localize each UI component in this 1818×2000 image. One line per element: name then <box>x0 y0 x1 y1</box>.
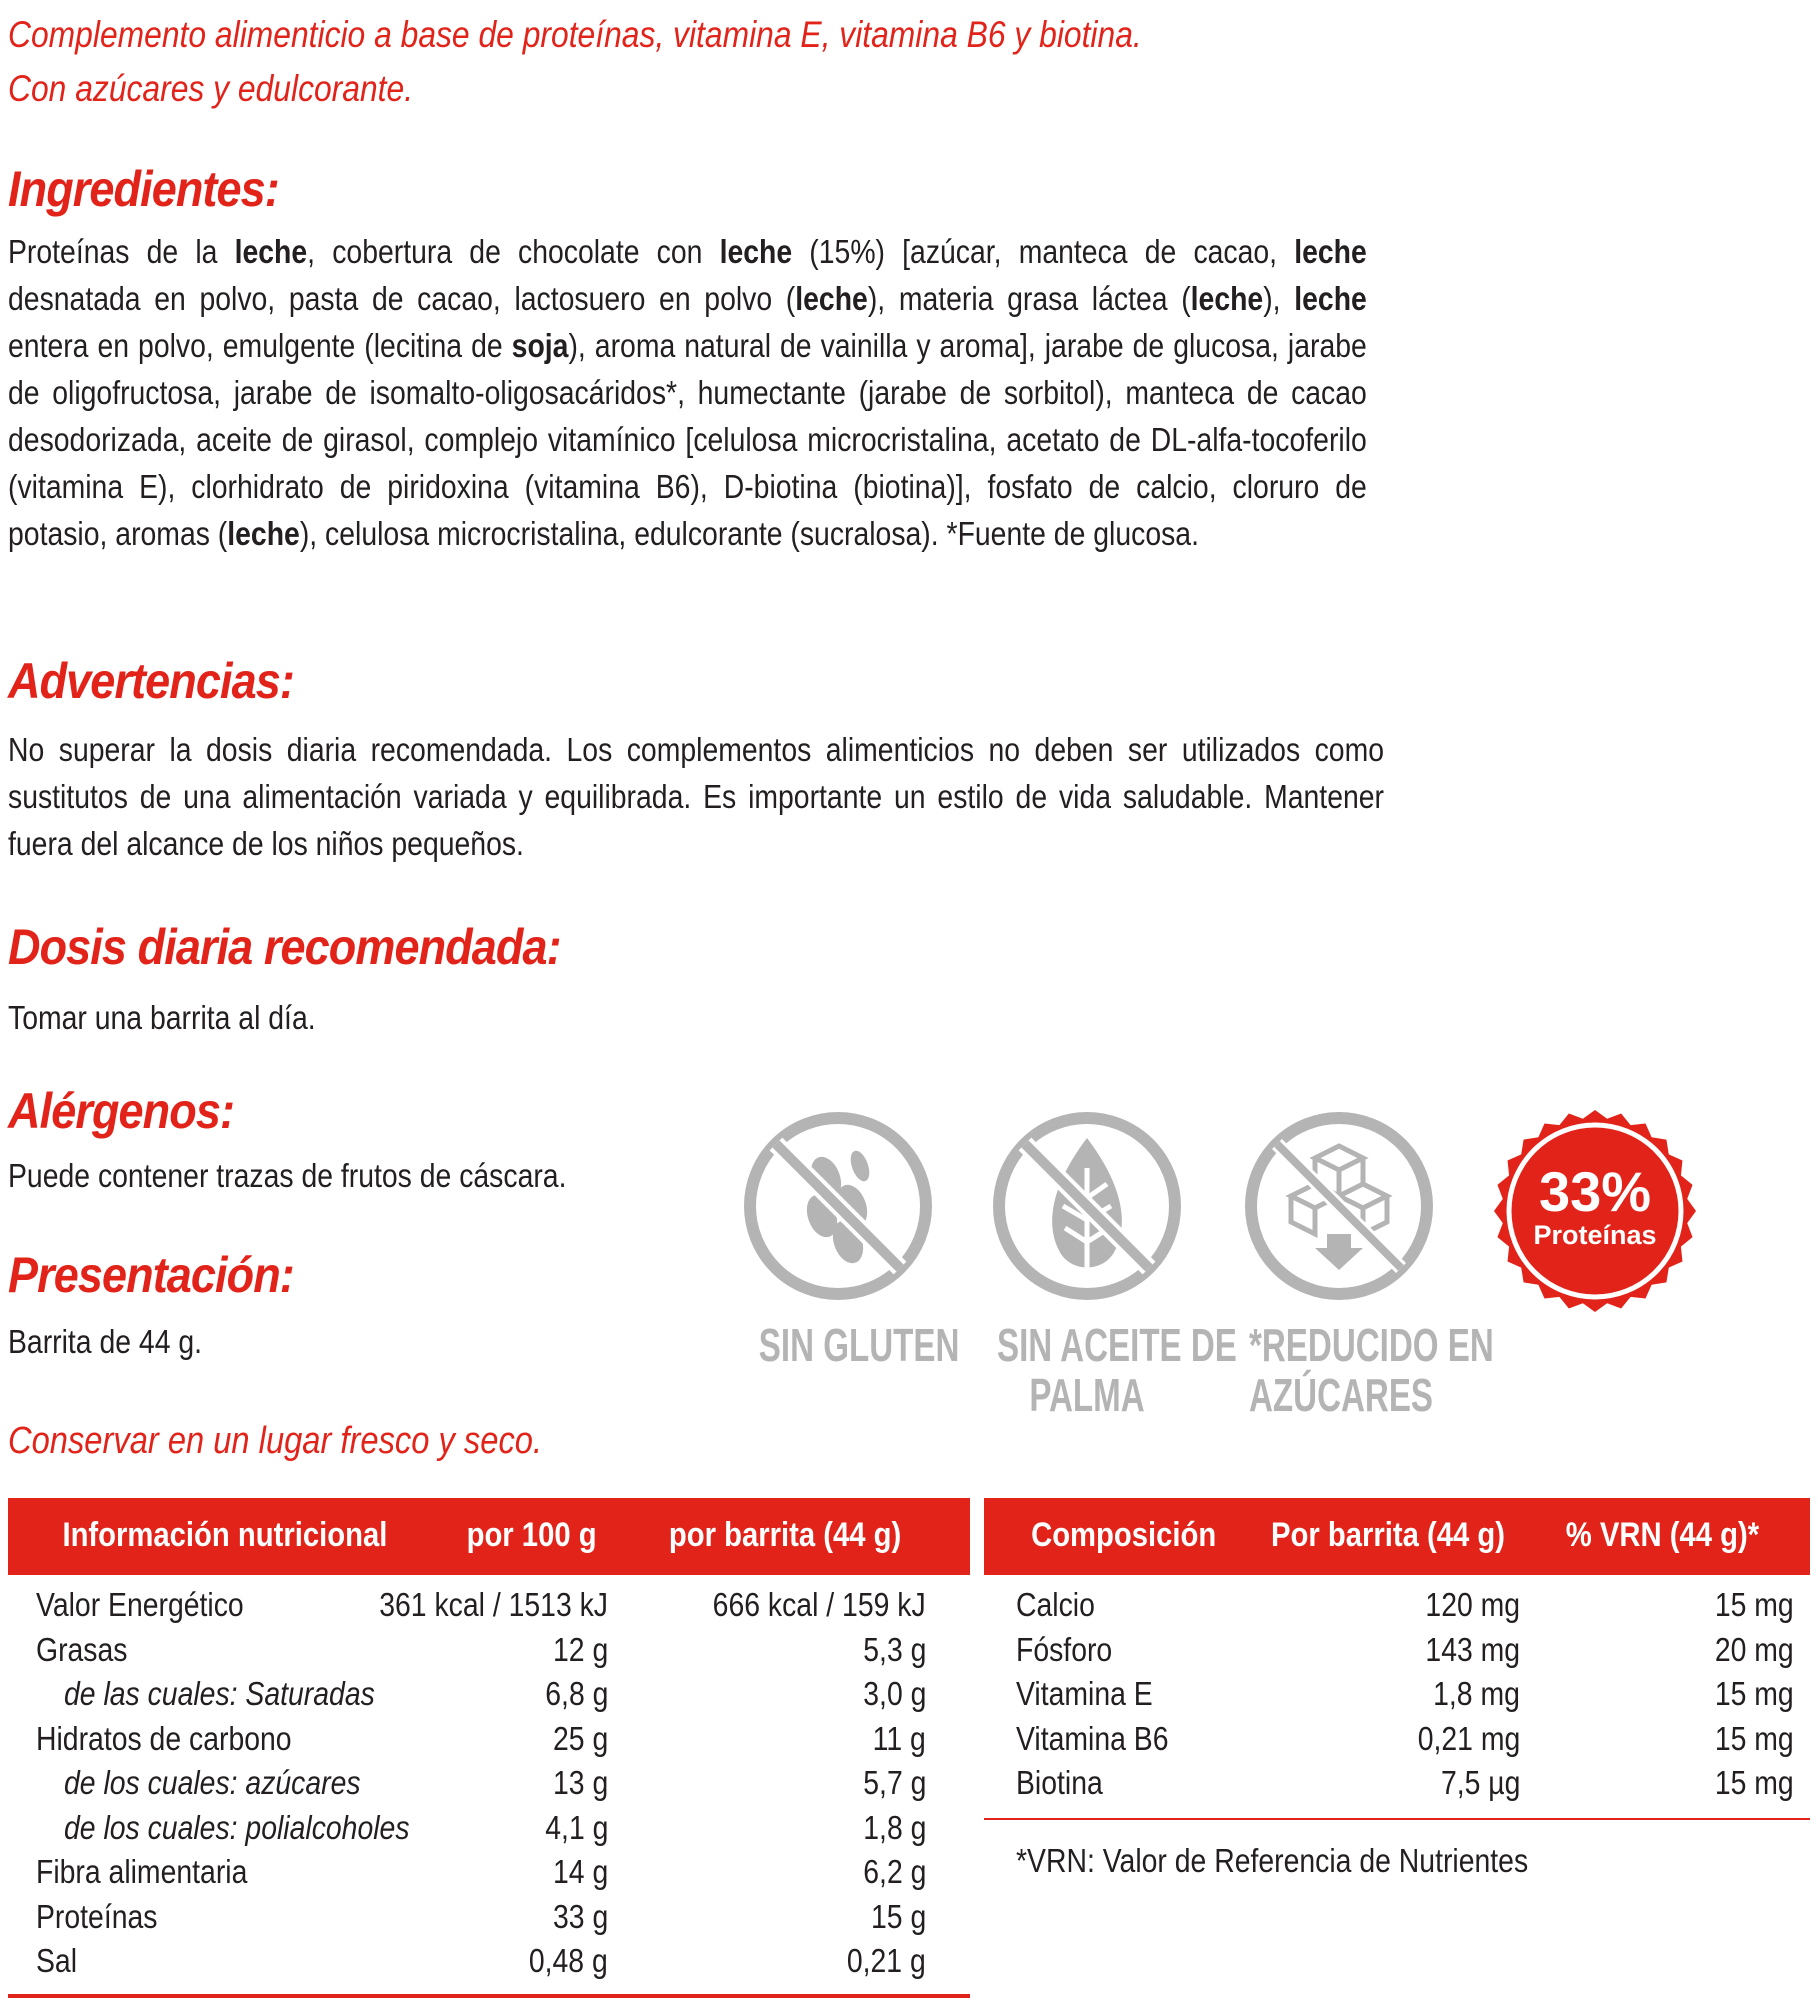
reduced-sugar-label-2: AZÚCARES <box>1249 1369 1434 1421</box>
allergen-highlight: leche <box>1294 233 1367 270</box>
allergen-highlight: leche <box>795 280 868 317</box>
nutrient-perbar: 0,21 g <box>847 1942 926 1979</box>
presentation-heading: Presentación: <box>8 1247 294 1303</box>
mineral-perbar: 7,5 µg <box>1440 1764 1520 1801</box>
sugar-cubes-crossed-icon <box>1241 1108 1437 1304</box>
composition-header-vrn: % VRN (44 g)* <box>1565 1516 1760 1554</box>
composition-row <box>984 1631 1810 1675</box>
warnings-heading: Advertencias: <box>8 653 294 709</box>
mineral-vrn: 15 mg <box>1715 1719 1794 1757</box>
nutrition-header-per100: por 100 g <box>466 1516 597 1554</box>
nutrition-row <box>8 1631 970 1675</box>
composition-table <box>984 1498 1810 1879</box>
reduced-sugar-label-1: *REDUCIDO EN <box>1249 1319 1494 1371</box>
nutrition-row <box>8 1586 970 1630</box>
nutrition-row <box>8 1720 970 1764</box>
mineral-label: Biotina <box>1016 1764 1103 1801</box>
nutrition-row <box>8 1898 970 1942</box>
ingredients-fragment: Proteínas de la <box>8 233 235 270</box>
composition-row <box>984 1675 1810 1719</box>
product-description <box>8 8 1298 116</box>
nutrient-label: Hidratos de carbono <box>36 1719 292 1757</box>
dose-heading: Dosis diaria recomendada: <box>8 919 561 975</box>
composition-row <box>984 1586 1810 1630</box>
presentation-text: Barrita de 44 g. <box>8 1323 203 1360</box>
vrn-footnote: *VRN: Valor de Referencia de Nutrientes <box>1016 1842 1529 1879</box>
nutrient-per100: 12 g <box>552 1630 608 1668</box>
composition-header-divider <box>984 1572 1810 1575</box>
ingredients-fragment: ), materia grasa láctea ( <box>867 280 1191 317</box>
description-line-1: Complemento alimenticio a base de proteínas, vitamina E, vitamina B6 y biotina. <box>8 14 1142 55</box>
protein-seal <box>1492 1108 1698 1314</box>
nutrient-per100: 25 g <box>552 1719 608 1757</box>
palm-oil-free-label-2: PALMA <box>1029 1369 1145 1421</box>
mineral-perbar: 120 mg <box>1425 1586 1520 1623</box>
allergens-text: Puede contener trazas de frutos de cáscara. <box>8 1157 567 1194</box>
nutrient-label: de los cuales: polialcoholes <box>64 1808 410 1846</box>
composition-table-header <box>984 1498 1810 1572</box>
mineral-vrn: 20 mg <box>1715 1630 1794 1668</box>
gluten-free-label: SIN GLUTEN <box>758 1319 960 1371</box>
nutrient-label: Fibra alimentaria <box>36 1853 248 1890</box>
mineral-vrn: 15 mg <box>1715 1586 1794 1623</box>
allergen-highlight: leche <box>1190 280 1264 317</box>
mineral-vrn: 15 mg <box>1715 1675 1794 1712</box>
composition-header-perbar: Por barrita (44 g) <box>1271 1516 1506 1554</box>
dose-text: Tomar una barrita al día. <box>8 999 316 1036</box>
nutrient-label: de las cuales: Saturadas <box>64 1675 375 1712</box>
ingredients-fragment: ), <box>1263 280 1295 317</box>
nutrition-row <box>8 1809 970 1853</box>
nutrient-label: de los cuales: azúcares <box>64 1764 361 1801</box>
ingredients-text <box>8 228 1367 557</box>
composition-row <box>984 1764 1810 1808</box>
protein-label: Proteínas <box>1533 1220 1657 1250</box>
nutrient-perbar: 5,7 g <box>862 1764 926 1801</box>
palm-leaf-crossed-icon <box>989 1108 1185 1304</box>
composition-row <box>984 1720 1810 1764</box>
mineral-vrn: 15 mg <box>1715 1764 1794 1801</box>
ingredients-heading: Ingredientes: <box>8 161 279 217</box>
allergen-highlight: leche <box>227 515 300 552</box>
ingredients-fragment: , cobertura de chocolate con <box>307 233 720 270</box>
allergen-highlight: leche <box>1294 280 1367 317</box>
reduced-sugar-badge <box>1214 1108 1494 1421</box>
wheat-crossed-icon <box>740 1108 936 1304</box>
nutrient-perbar: 15 g <box>870 1897 926 1935</box>
nutrient-perbar: 11 g <box>872 1719 926 1757</box>
allergen-highlight: soja <box>511 327 569 364</box>
palm-oil-free-badge <box>962 1108 1237 1421</box>
nutrient-label: Grasas <box>36 1630 128 1668</box>
nutrient-label: Sal <box>36 1942 78 1979</box>
allergen-highlight: leche <box>234 233 308 270</box>
composition-header-label: Composición <box>1031 1516 1217 1554</box>
composition-bottom-rule <box>984 1818 1810 1820</box>
mineral-label: Fósforo <box>1016 1630 1113 1668</box>
nutrition-header-divider <box>8 1572 970 1575</box>
nutrient-per100: 33 g <box>552 1897 608 1935</box>
nutrition-row <box>8 1675 970 1719</box>
nutrient-perbar: 3,0 g <box>862 1675 926 1712</box>
nutrient-label: Proteínas <box>36 1897 158 1935</box>
mineral-label: Calcio <box>1016 1586 1095 1623</box>
nutrient-perbar: 666 kcal / 159 kJ <box>713 1586 926 1623</box>
nutrient-label: Valor Energético <box>36 1586 244 1623</box>
nutrient-perbar: 5,3 g <box>862 1630 926 1668</box>
mineral-perbar: 0,21 mg <box>1417 1719 1520 1757</box>
storage-note: Conservar en un lugar fresco y seco. <box>8 1420 543 1462</box>
nutrition-row <box>8 1764 970 1808</box>
mineral-perbar: 143 mg <box>1425 1630 1520 1668</box>
ingredients-fragment: desnatada en polvo, pasta de cacao, lactosuero en polvo ( <box>8 280 796 317</box>
nutrient-per100: 14 g <box>552 1853 608 1890</box>
mineral-label: Vitamina E <box>1016 1675 1153 1712</box>
allergens-heading: Alérgenos: <box>8 1083 235 1139</box>
nutrient-per100: 0,48 g <box>529 1942 608 1979</box>
warnings-text: No superar la dosis diaria recomendada. Los complementos alimenticios no deben ser utilizados como sustitutos de una alimentación variada y equilibrada. Es importante un estilo de vida saludable. Mantener fuera del alcance de los niños pequeños. <box>8 731 1384 862</box>
mineral-perbar: 1,8 mg <box>1433 1675 1520 1712</box>
ingredients-fragment: (15%) [azúcar, manteca de cacao, <box>792 233 1295 270</box>
nutrient-per100: 4,1 g <box>544 1808 608 1846</box>
nutrition-table <box>8 1498 970 1979</box>
nutrient-per100: 6,8 g <box>544 1675 608 1712</box>
nutrition-row <box>8 1942 970 1986</box>
mineral-label: Vitamina B6 <box>1016 1719 1169 1757</box>
ingredients-fragment: entera en polvo, emulgente (lecitina de <box>8 327 512 364</box>
nutrition-table-header <box>8 1498 970 1572</box>
nutrition-header-label: Información nutricional <box>62 1516 388 1554</box>
nutrition-row <box>8 1853 970 1897</box>
description-line-2: Con azúcares y edulcorante. <box>8 68 414 109</box>
gluten-free-badge <box>728 1108 960 1371</box>
nutrient-perbar: 6,2 g <box>862 1853 926 1890</box>
allergen-highlight: leche <box>719 233 793 270</box>
nutrient-per100: 361 kcal / 1513 kJ <box>379 1586 608 1623</box>
ingredients-fragment: ), celulosa microcristalina, edulcorante (sucralosa). *Fuente de glucosa. <box>299 515 1199 552</box>
nutrition-header-perbar: por barrita (44 g) <box>668 1516 902 1554</box>
nutrition-bottom-rule <box>8 1994 970 1998</box>
nutrient-per100: 13 g <box>552 1764 608 1801</box>
nutrient-perbar: 1,8 g <box>862 1808 926 1846</box>
palm-oil-free-label-1: SIN ACEITE DE <box>997 1319 1237 1371</box>
ingredients-fragment: ), aroma natural de vainilla y aroma], jarabe de glucosa, jarabe de oligofructosa, jarabe de isomalto-oligosacáridos*, humectante (jarabe de sorbitol), manteca de cacao desodorizada, aceite de girasol, complejo vitamínico [celulosa microcristalina, acetato de DL-alfa-tocoferilo (vitamina E), clorhidrato de piridoxina (vitamina B6), D-biotina (biotina)], fosfato de calcio, cloruro de potasio, aromas ( <box>8 327 1367 552</box>
protein-percentage: 33% <box>1538 1160 1652 1223</box>
